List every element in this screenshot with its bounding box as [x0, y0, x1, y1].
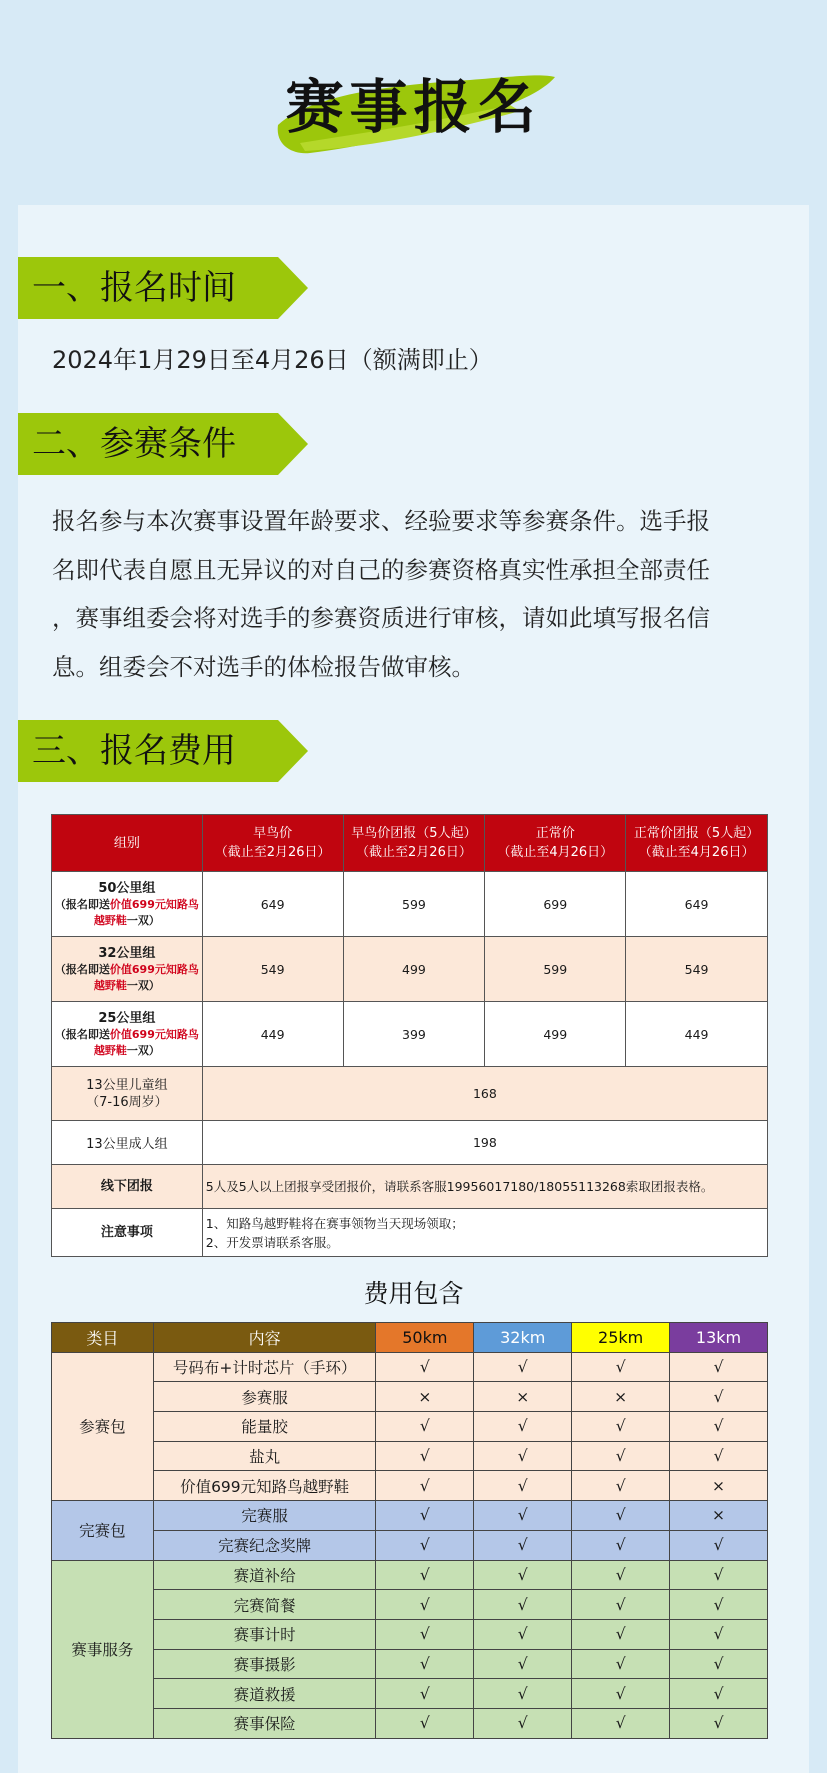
item-cell: 完赛服: [153, 1501, 376, 1531]
group-cell: 32公里组 （报名即送价值699元知路鸟越野鞋一双）: [52, 937, 203, 1002]
page-title: 赛事报名: [285, 73, 542, 141]
item-cell: 号码布+计时芯片（手环）: [153, 1352, 376, 1382]
mark-cell: √: [376, 1471, 474, 1501]
price-cell: 399: [343, 1002, 485, 1067]
mark-cell: √: [572, 1471, 670, 1501]
mark-cell: √: [474, 1412, 572, 1442]
price-cell: 649: [626, 872, 768, 937]
table-row: [52, 1441, 768, 1471]
mark-cell: √: [572, 1412, 670, 1442]
section-heading-text: 二、参赛条件: [32, 424, 236, 464]
mark-cell: √: [572, 1352, 670, 1382]
mark-cell: √: [474, 1501, 572, 1531]
section-heading-time: [18, 257, 308, 319]
price-cell: 449: [626, 1002, 768, 1067]
section-heading-text: 一、报名时间: [32, 268, 236, 308]
item-cell: 完赛简餐: [153, 1590, 376, 1620]
table-row: [52, 1002, 768, 1067]
includes-header: [52, 1323, 768, 1353]
table-row: [52, 1165, 768, 1209]
fee-header-cell: 正常价 （截止至4月26日）: [485, 815, 626, 872]
mark-cell: √: [376, 1679, 474, 1709]
mark-cell: √: [572, 1708, 670, 1738]
category-cell: 赛事服务: [52, 1560, 154, 1738]
table-row: [52, 1619, 768, 1649]
conditions-line: 报名参与本次赛事设置年龄要求、经验要求等参赛条件。选手报: [52, 507, 710, 535]
item-cell: 能量胶: [153, 1412, 376, 1442]
mark-cell: √: [474, 1560, 572, 1590]
section-heading-text: 三、报名费用: [32, 731, 236, 771]
mark-cell: √: [376, 1560, 474, 1590]
table-row: [52, 1067, 768, 1121]
mark-cell: √: [474, 1530, 572, 1560]
section-heading-fees: [18, 720, 308, 782]
mark-cell: √: [376, 1441, 474, 1471]
mark-cell: √: [670, 1679, 768, 1709]
table-row: [52, 1352, 768, 1382]
offline-text: 5人及5人以上团报享受团报价，请联系客服19956017180/18055113268索取团报表格。: [202, 1165, 767, 1209]
fee-header-cell: 早鸟价团报（5人起） （截止至2月26日）: [343, 815, 485, 872]
table-row: [52, 1382, 768, 1412]
mark-cell: √: [670, 1590, 768, 1620]
category-cell: 参赛包: [52, 1352, 154, 1500]
registration-period: 2024年1月29日至4月26日（额满即止）: [52, 346, 493, 374]
conditions-line: ，赛事组委会将对选手的参赛资质进行审核，请如此填写报名信: [52, 604, 710, 632]
mark-cell: √: [572, 1649, 670, 1679]
conditions-line: 息。组委会不对选手的体检报告做审核。: [52, 652, 475, 681]
group-cell: 50公里组 （报名即送价值699元知路鸟越野鞋一双）: [52, 872, 203, 937]
mark-cell: √: [474, 1708, 572, 1738]
header-cell: 内容: [153, 1323, 376, 1353]
item-cell: 完赛纪念奖牌: [153, 1530, 376, 1560]
table-row: [52, 1471, 768, 1501]
mark-cell: √: [670, 1708, 768, 1738]
conditions-line: 名即代表自愿且无异议的对自己的参赛资格真实性承担全部责任: [52, 555, 710, 584]
table-row: [52, 1590, 768, 1620]
table-row: [52, 937, 768, 1002]
group-cell: 13公里成人组: [52, 1121, 203, 1165]
table-row: [52, 1501, 768, 1531]
conditions-paragraph: [52, 497, 772, 691]
mark-cell: √: [670, 1352, 768, 1382]
mark-cell: √: [376, 1708, 474, 1738]
mark-cell: √: [376, 1619, 474, 1649]
mark-cell: √: [670, 1530, 768, 1560]
price-cell: 649: [202, 872, 343, 937]
table-row: [52, 1560, 768, 1590]
item-cell: 赛道补给: [153, 1560, 376, 1590]
mark-cell: √: [376, 1590, 474, 1620]
mark-cell: √: [376, 1501, 474, 1531]
table-row: [52, 1649, 768, 1679]
price-cell: 699: [485, 872, 626, 937]
mark-cell: √: [572, 1590, 670, 1620]
table-row: [52, 1679, 768, 1709]
fee-table-header: [52, 815, 768, 872]
mark-cell: √: [474, 1649, 572, 1679]
table-row: [52, 1708, 768, 1738]
item-cell: 价值699元知路鸟越野鞋: [153, 1471, 376, 1501]
table-row: [52, 1121, 768, 1165]
item-cell: 赛事保险: [153, 1708, 376, 1738]
mark-cell: ×: [572, 1382, 670, 1412]
price-cell: 549: [202, 937, 343, 1002]
category-cell: 完赛包: [52, 1501, 154, 1560]
mark-cell: √: [474, 1619, 572, 1649]
mark-cell: √: [670, 1560, 768, 1590]
mark-cell: √: [474, 1441, 572, 1471]
mark-cell: √: [572, 1619, 670, 1649]
mark-cell: ×: [376, 1382, 474, 1412]
price-cell: 168: [202, 1067, 767, 1121]
group-cell: 25公里组 （报名即送价值699元知路鸟越野鞋一双）: [52, 1002, 203, 1067]
group-cell: 13公里儿童组 （7-16周岁）: [52, 1067, 203, 1121]
price-cell: 499: [485, 1002, 626, 1067]
fee-header-cell: 正常价团报（5人起） （截止至4月26日）: [626, 815, 768, 872]
mark-cell: √: [670, 1649, 768, 1679]
item-cell: 盐丸: [153, 1441, 376, 1471]
mark-cell: √: [474, 1471, 572, 1501]
mark-cell: √: [474, 1590, 572, 1620]
mark-cell: √: [670, 1412, 768, 1442]
item-cell: 赛道救援: [153, 1679, 376, 1709]
mark-cell: √: [474, 1679, 572, 1709]
price-cell: 449: [202, 1002, 343, 1067]
price-cell: 499: [343, 937, 485, 1002]
header-cell: 13km: [670, 1323, 768, 1353]
group-cell: 注意事项: [52, 1209, 203, 1257]
price-cell: 198: [202, 1121, 767, 1165]
group-cell: 线下团报: [52, 1165, 203, 1209]
table-row: [52, 1530, 768, 1560]
mark-cell: √: [670, 1441, 768, 1471]
mark-cell: √: [376, 1530, 474, 1560]
notes-text: 1、知路鸟越野鞋将在赛事领物当天现场领取； 2、开发票请联系客服。: [202, 1209, 767, 1257]
price-cell: 549: [626, 937, 768, 1002]
mark-cell: √: [572, 1679, 670, 1709]
mark-cell: √: [376, 1352, 474, 1382]
item-cell: 参赛服: [153, 1382, 376, 1412]
mark-cell: ×: [670, 1471, 768, 1501]
item-cell: 赛事计时: [153, 1619, 376, 1649]
table-row: [52, 1209, 768, 1257]
includes-title: 费用包含: [363, 1279, 464, 1308]
mark-cell: √: [376, 1649, 474, 1679]
mark-cell: √: [670, 1382, 768, 1412]
mark-cell: ×: [474, 1382, 572, 1412]
mark-cell: √: [572, 1441, 670, 1471]
header-cell: 50km: [376, 1323, 474, 1353]
header-cell: 32km: [474, 1323, 572, 1353]
item-cell: 赛事摄影: [153, 1649, 376, 1679]
title-banner: [0, 0, 827, 205]
price-cell: 599: [485, 937, 626, 1002]
section-heading-conditions: [18, 413, 308, 475]
fee-header-cell: 早鸟价 （截止至2月26日）: [202, 815, 343, 872]
mark-cell: √: [376, 1412, 474, 1442]
fee-table: [51, 814, 768, 1257]
table-row: [52, 872, 768, 937]
header-cell: 25km: [572, 1323, 670, 1353]
mark-cell: ×: [670, 1501, 768, 1531]
table-row: [52, 1412, 768, 1442]
mark-cell: √: [572, 1530, 670, 1560]
mark-cell: √: [572, 1501, 670, 1531]
price-cell: 599: [343, 872, 485, 937]
mark-cell: √: [474, 1352, 572, 1382]
mark-cell: √: [572, 1560, 670, 1590]
fee-header-cell: 组别: [52, 815, 203, 872]
includes-table: [51, 1322, 768, 1739]
mark-cell: √: [670, 1619, 768, 1649]
header-cell: 类目: [52, 1323, 154, 1353]
